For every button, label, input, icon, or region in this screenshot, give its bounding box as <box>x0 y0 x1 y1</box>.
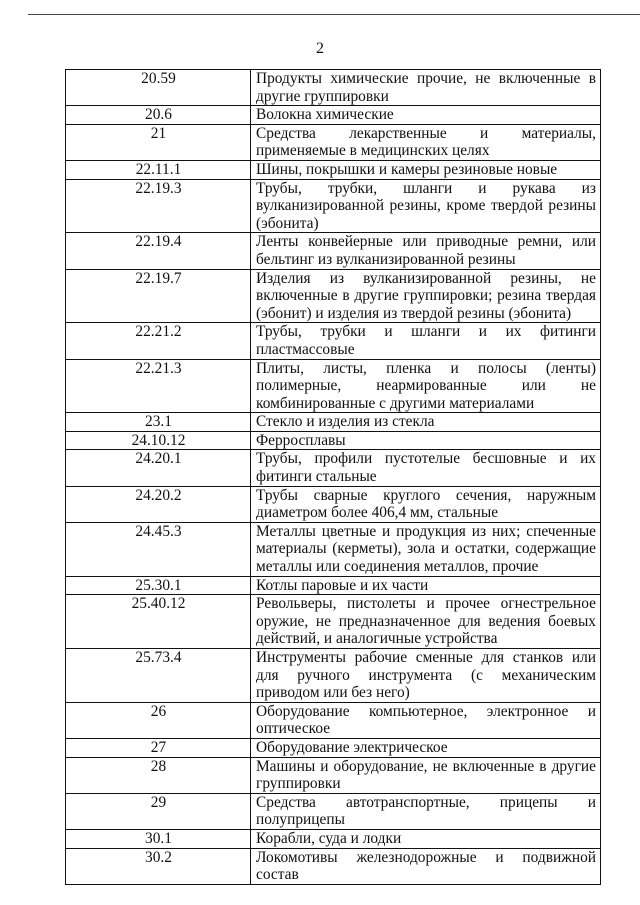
row-description-cell: Локомотивы железнодорожные и подвижной состав <box>251 848 601 884</box>
top-border-line <box>28 14 640 15</box>
table-row <box>66 269 601 323</box>
row-description-cell: Инструменты рабочие сменные для станков или для ручного инструмента (с механическим приводом или без него) <box>251 649 601 703</box>
table-row <box>66 413 601 432</box>
row-description-cell: Стекло и изделия из стекла <box>251 413 601 432</box>
row-code-cell: 28 <box>66 757 251 793</box>
table-row <box>66 486 601 522</box>
row-code-cell: 30.2 <box>66 848 251 884</box>
row-description-cell: Волокна химические <box>251 106 601 125</box>
table-row <box>66 323 601 359</box>
table-row <box>66 179 601 233</box>
row-code-cell: 22.21.2 <box>66 323 251 359</box>
row-description-cell: Револьверы, пистолеты и прочее огнестрельное оружие, не предназначенное для ведения боевых действий, и аналогичные устройства <box>251 595 601 649</box>
row-code-cell: 24.20.1 <box>66 450 251 486</box>
table-row <box>66 124 601 160</box>
row-description-cell: Изделия из вулканизированной резины, не включенные в другие группировки; резина твердая (эбонит) и изделия из твердой резины (эбонита) <box>251 269 601 323</box>
row-description-cell: Корабли, суда и лодки <box>251 829 601 848</box>
table-row <box>66 595 601 649</box>
row-code-cell: 22.19.4 <box>66 233 251 269</box>
table-row <box>66 848 601 884</box>
table-row <box>66 233 601 269</box>
table-row <box>66 829 601 848</box>
row-description-cell: Оборудование компьютерное, электронное и оптическое <box>251 702 601 738</box>
row-description-cell: Трубы, профили пустотелые бесшовные и их фитинги стальные <box>251 450 601 486</box>
row-code-cell: 30.1 <box>66 829 251 848</box>
row-code-cell: 25.73.4 <box>66 649 251 703</box>
row-description-cell: Средства автотранспортные, прицепы и полуприцепы <box>251 793 601 829</box>
page-number: 2 <box>316 40 324 57</box>
row-description-cell: Оборудование электрическое <box>251 738 601 757</box>
row-code-cell: 21 <box>66 124 251 160</box>
row-code-cell: 25.40.12 <box>66 595 251 649</box>
table-row <box>66 522 601 576</box>
table-row <box>66 757 601 793</box>
row-code-cell: 26 <box>66 702 251 738</box>
table-row <box>66 793 601 829</box>
row-description-cell: Продукты химические прочие, не включенные в другие группировки <box>251 70 601 106</box>
row-code-cell: 25.30.1 <box>66 576 251 595</box>
table-row <box>66 359 601 413</box>
row-description-cell: Ленты конвейерные или приводные ремни, или бельтинг из вулканизированной резины <box>251 233 601 269</box>
row-code-cell: 27 <box>66 738 251 757</box>
row-code-cell: 24.45.3 <box>66 522 251 576</box>
table-body <box>66 70 601 885</box>
row-code-cell: 24.20.2 <box>66 486 251 522</box>
row-code-cell: 20.59 <box>66 70 251 106</box>
row-code-cell: 22.11.1 <box>66 160 251 179</box>
table-row <box>66 649 601 703</box>
table-row <box>66 702 601 738</box>
row-description-cell: Трубы, трубки и шланги и их фитинги пластмассовые <box>251 323 601 359</box>
row-description-cell: Трубы сварные круглого сечения, наружным диаметром более 406,4 мм, стальные <box>251 486 601 522</box>
table-row <box>66 450 601 486</box>
table-row <box>66 70 601 106</box>
table-row <box>66 106 601 125</box>
classification-table <box>65 69 601 885</box>
row-code-cell: 22.21.3 <box>66 359 251 413</box>
table-row <box>66 431 601 450</box>
row-description-cell: Машины и оборудование, не включенные в другие группировки <box>251 757 601 793</box>
row-description-cell: Шины, покрышки и камеры резиновые новые <box>251 160 601 179</box>
row-description-cell: Средства лекарственные и материалы, применяемые в медицинских целях <box>251 124 601 160</box>
row-code-cell: 24.10.12 <box>66 431 251 450</box>
table-row <box>66 160 601 179</box>
row-code-cell: 22.19.3 <box>66 179 251 233</box>
row-code-cell: 29 <box>66 793 251 829</box>
row-description-cell: Трубы, трубки, шланги и рукава из вулканизированной резины, кроме твердой резины (эбонита) <box>251 179 601 233</box>
row-code-cell: 23.1 <box>66 413 251 432</box>
table-row <box>66 576 601 595</box>
table-row <box>66 738 601 757</box>
row-description-cell: Ферросплавы <box>251 431 601 450</box>
row-description-cell: Металлы цветные и продукция из них; спеченные материалы (керметы), зола и остатки, содержащие металлы или соединения металлов, прочие <box>251 522 601 576</box>
row-description-cell: Котлы паровые и их части <box>251 576 601 595</box>
row-code-cell: 20.6 <box>66 106 251 125</box>
row-description-cell: Плиты, листы, пленка и полосы (ленты) полимерные, неармированные или не комбинированные с другими материалами <box>251 359 601 413</box>
row-code-cell: 22.19.7 <box>66 269 251 323</box>
